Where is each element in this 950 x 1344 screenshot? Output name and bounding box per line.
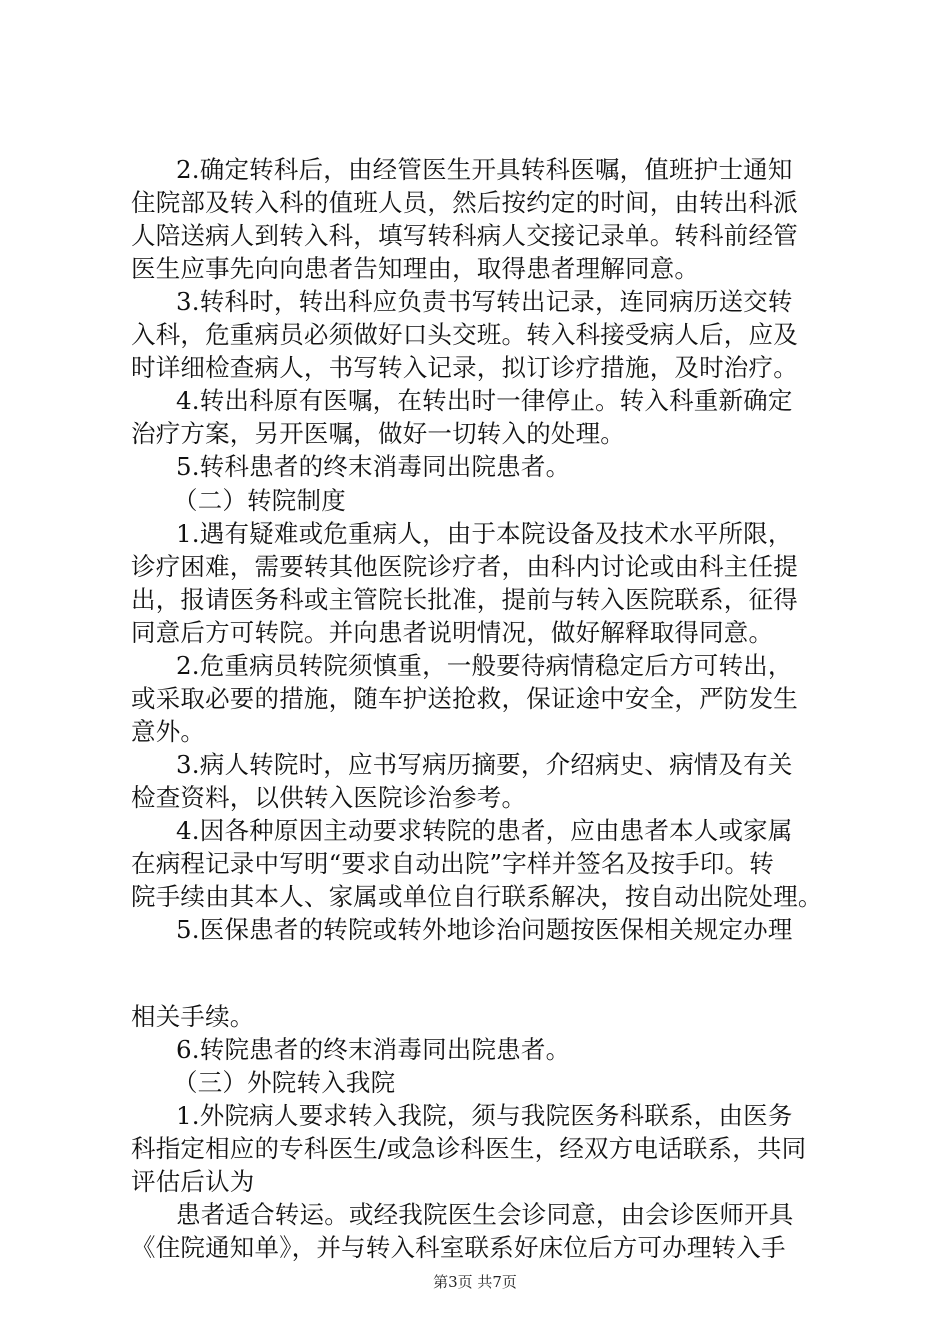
paragraph-line: 或采取必要的措施，随车护送抢救，保证途中安全，严防发生 [131,684,798,713]
paragraph-line: 患者适合转运。或经我院医生会诊同意，由会诊医师开具 [176,1200,794,1229]
paragraph-line: 治疗方案，另开医嘱，做好一切转入的处理。 [131,419,625,448]
paragraph-line: 时详细检查病人，书写转入记录，拟订诊疗措施，及时治疗。 [131,353,798,382]
paragraph-line: 检查资料，以供转入医院诊治参考。 [131,783,527,812]
paragraph-line: 5.医保患者的转院或转外地诊治问题按医保相关规定办理 [176,915,793,944]
paragraph-line: 4.因各种原因主动要求转院的患者，应由患者本人或家属 [176,816,793,845]
paragraph-line: 医生应事先向向患者告知理由，取得患者理解同意。 [131,254,700,283]
page-number-footer: 第3页 共7页 [433,1273,517,1291]
paragraph-line: 相关手续。 [131,1002,255,1031]
section-heading: （三）外院转入我院 [173,1068,396,1097]
paragraph-line: 1.外院病人要求转入我院，须与我院医务科联系，由医务 [176,1101,793,1130]
paragraph-line: 住院部及转入科的值班人员，然后按约定的时间，由转出科派 [131,188,798,217]
paragraph-line: 《住院通知单》，并与转入科室联系好床位后方可办理转入手 [131,1233,786,1262]
paragraph-line: 3.病人转院时，应书写病历摘要，介绍病史、病情及有关 [176,750,793,779]
paragraph-line: 3.转科时，转出科应负责书写转出记录，连同病历送交转 [176,287,793,316]
paragraph-line: 5.转科患者的终末消毒同出院患者。 [176,452,571,481]
paragraph-line: 6.转院患者的终末消毒同出院患者。 [176,1035,571,1064]
paragraph-line: 在病程记录中写明“要求自动出院”字样并签名及按手印。转 [131,849,774,878]
paragraph-line: 评估后认为 [131,1167,255,1196]
paragraph-line: 意外。 [131,717,206,746]
paragraph-line: 诊疗困难，需要转其他医院诊疗者，由科内讨论或由科主任提 [131,552,798,581]
section-heading: （二）转院制度 [173,486,346,515]
paragraph-line: 2.危重病员转院须慎重，一般要待病情稳定后方可转出， [176,651,793,680]
paragraph-line: 科指定相应的专科医生/或急诊科医生，经双方电话联系，共同 [131,1134,807,1163]
paragraph-line: 院手续由其本人、家属或单位自行联系解决，按自动出院处理。 [131,882,823,911]
paragraph-line: 1.遇有疑难或危重病人，由于本院设备及技术水平所限， [176,519,793,548]
paragraph-line: 人陪送病人到转入科，填写转科病人交接记录单。转科前经管 [131,221,798,250]
paragraph-line: 同意后方可转院。并向患者说明情况，做好解释取得同意。 [131,618,774,647]
paragraph-line: 2.确定转科后，由经管医生开具转科医嘱，值班护士通知 [176,155,793,184]
paragraph-line: 4.转出科原有医嘱，在转出时一律停止。转入科重新确定 [176,386,793,415]
paragraph-line: 入科，危重病员必须做好口头交班。转入科接受病人后，应及 [131,320,798,349]
paragraph-line: 出，报请医务科或主管院长批准，提前与转入医院联系，征得 [131,585,798,614]
